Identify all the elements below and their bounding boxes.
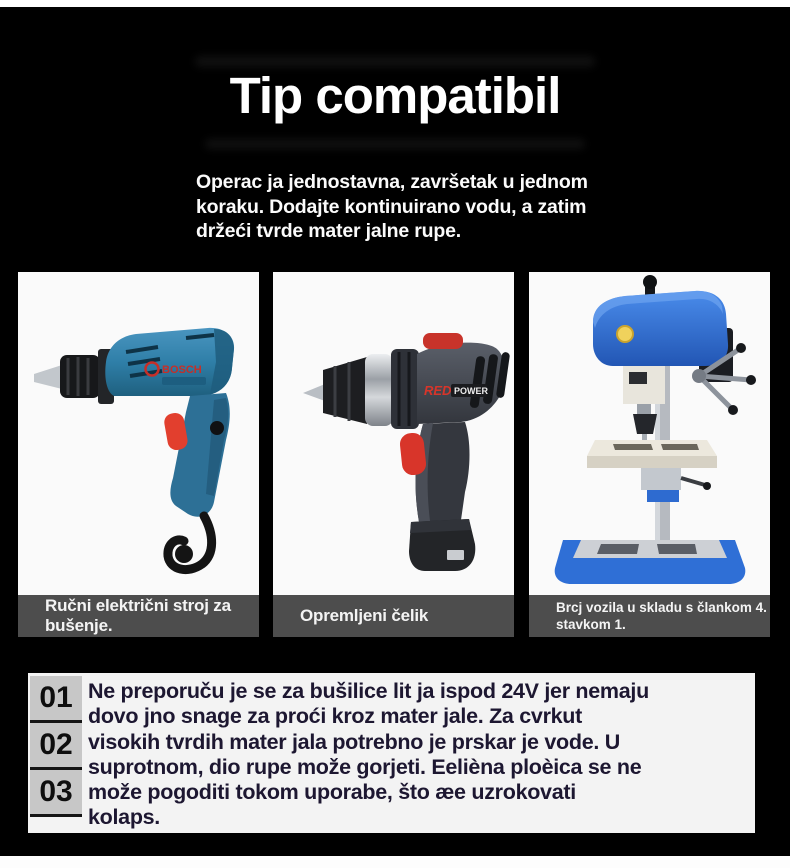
drill-press-image [529,272,770,595]
intro-line: koraku. Dodajte kontinuirano vodu, a zatim [196,195,587,218]
notes-line: visokih tvrdih mater jala potrebno je prskar je vode. U [88,729,620,754]
list-number-01: 01 [30,676,82,723]
caption-line: Brcj vozila u skladu s člankom 4. [556,600,767,615]
product-card-hand-drill [18,272,259,637]
bottom-divider [0,856,790,868]
product-card-cordless-drill [273,272,514,637]
intro-line: držeći tvrde mater jalne rupe. [196,220,461,242]
cordless-drill-image [273,272,514,595]
notes-line: Ne preporuču je se za bušilice lit ja ispod 24V jer nemaju [88,679,649,703]
card-caption [529,595,770,637]
intro-text [196,170,616,244]
card-caption [18,595,259,637]
list-number-03: 03 [30,770,82,817]
column-collar [647,490,679,502]
top-divider [0,0,790,7]
page-title: Tip compatibil [229,67,561,124]
notes-line: može pogoditi tokom uporabe, što æe uzrokovati [88,780,576,805]
drill-bit-tip [34,365,62,389]
table-bracket [641,468,681,490]
top-knob [643,275,657,289]
battery-tag [447,550,464,560]
press-chuck [633,414,657,434]
hand-drill-image [18,272,259,595]
notes-panel [28,673,755,833]
spec-plate [629,372,647,384]
list-numbers [30,676,82,817]
mode-switch [423,333,463,349]
caption-line: Opremljeni čelik [300,606,429,625]
notes-line: suprotnom, dio rupe može gorjeti. Eelièna ploèica se ne [88,754,642,779]
driver-bit [303,384,325,401]
caption-line: bušenje. [45,616,113,635]
power-cord [168,516,212,570]
faded-text-smudge [205,139,585,149]
notes-line: kolaps. [88,805,160,830]
list-number-02: 02 [30,723,82,770]
brand-label: BOSCH [162,364,202,376]
cord-hook [175,545,193,563]
chrome-ring [365,354,393,426]
lock-button [210,421,224,435]
notes-line: dovo jno snage za proći kroz mater jale. Za cvrkut [88,704,582,729]
brand-power-label: POWER [454,386,489,396]
brand-badge-icon [617,326,633,342]
torque-collar [391,349,419,429]
product-card-drill-press [529,272,770,637]
table-crank [703,482,711,490]
notes-text [88,679,750,831]
base-surface [573,540,727,558]
professional-strip [162,377,206,385]
spindle-housing [623,366,665,404]
quill [637,404,651,414]
feed-handle-hub [692,369,706,383]
card-caption [273,595,514,637]
caption-line: stavkom 1. [556,617,626,632]
chuck-cone [323,357,367,424]
intro-line: Operac ja jednostavna, završetak u jednom [196,171,588,193]
caption-line: Ručni električni stroj za [45,596,231,615]
drill-chuck [60,355,100,398]
brand-red-label: RED [424,383,452,398]
